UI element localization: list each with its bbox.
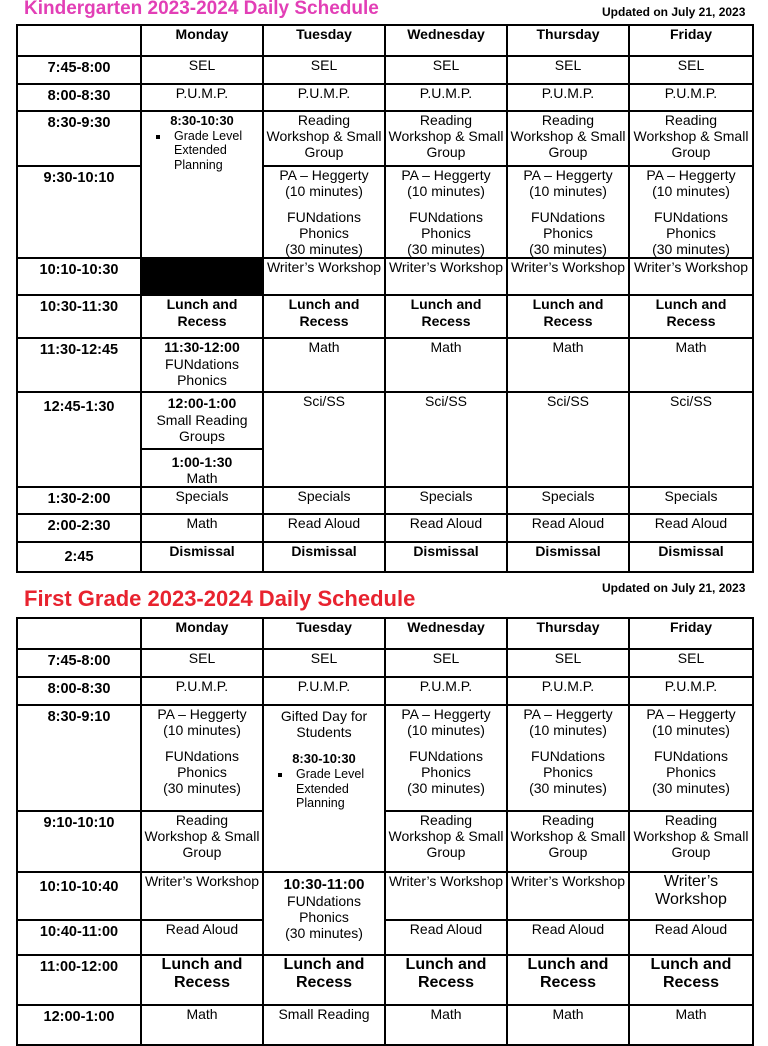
activity-cell: Read Aloud (385, 920, 507, 955)
table-row (17, 542, 753, 572)
time-cell: 8:00-8:30 (17, 84, 141, 111)
activity-cell: PA – Heggerty (10 minutes) FUNdations Phonics (30 minutes) (385, 166, 507, 258)
activity-cell: PA – Heggerty (10 minutes) FUNdations Phonics (30 minutes) (141, 705, 263, 811)
time-cell: 10:10-10:30 (17, 258, 141, 295)
activity-cell: P.U.M.P. (507, 84, 629, 111)
time-cell: 8:30-9:10 (17, 705, 141, 811)
time-cell: 12:00-1:00 (17, 1005, 141, 1045)
activity-cell: Read Aloud (629, 920, 753, 955)
time-cell: 2:45 (17, 542, 141, 572)
monday-planning-cell (141, 111, 263, 258)
activity-cell: P.U.M.P. (507, 677, 629, 705)
table-row (17, 920, 753, 955)
activity-cell: Specials (141, 487, 263, 514)
activity-cell: SEL (507, 56, 629, 84)
first-grade-title: First Grade 2023-2024 Daily Schedule (24, 586, 416, 611)
activity-cell: Specials (629, 487, 753, 514)
activity-cell: P.U.M.P. (629, 84, 753, 111)
activity-cell: P.U.M.P. (263, 84, 385, 111)
activity-cell: Read Aloud (263, 514, 385, 542)
activity-cell: P.U.M.P. (385, 677, 507, 705)
activity-cell: Sci/SS (629, 392, 753, 486)
activity-cell: Writer’s Workshop (385, 258, 507, 295)
activity-cell: Reading Workshop & Small Group (629, 811, 753, 872)
time-cell: 9:10-10:10 (17, 811, 141, 872)
time-cell: 8:30-9:30 (17, 111, 141, 166)
activity-cell: Math (507, 1005, 629, 1045)
activity-cell: Math (385, 338, 507, 392)
table-row (17, 811, 753, 872)
day-header: Tuesday (263, 618, 385, 649)
activity-cell: Sci/SS (385, 392, 507, 486)
activity-cell: Reading Workshop & Small Group (385, 111, 507, 166)
activity-cell: Read Aloud (507, 514, 629, 542)
planning-time: 8:30-10:30 (170, 113, 234, 128)
activity-cell: Read Aloud (629, 514, 753, 542)
activity-cell: Dismissal (263, 542, 385, 572)
activity-cell: PA – Heggerty (10 minutes) FUNdations Phonics (30 minutes) (629, 705, 753, 811)
activity-cell: PA – Heggerty (10 minutes) FUNdations Phonics (30 minutes) (507, 166, 629, 258)
activity-cell: Reading Workshop & Small Group (507, 111, 629, 166)
time-cell: 12:45-1:30 (17, 392, 141, 486)
table-row (17, 677, 753, 705)
activity-cell: Reading Workshop & Small Group (263, 111, 385, 166)
activity-cell: Specials (507, 487, 629, 514)
activity-cell: SEL (141, 649, 263, 677)
activity-cell: SEL (629, 56, 753, 84)
table-row (17, 56, 753, 84)
activity-cell: Math (141, 1005, 263, 1045)
activity-cell: P.U.M.P. (263, 677, 385, 705)
activity-cell: 12:00-1:00 Small Reading Groups 1:00-1:30 Math (141, 392, 263, 486)
kindergarten-title: Kindergarten 2023-2024 Daily Schedule (24, 0, 379, 19)
activity-cell: Lunch and Recess (385, 955, 507, 1005)
activity-cell: PA – Heggerty (10 minutes) FUNdations Phonics (30 minutes) (629, 166, 753, 258)
activity-cell: P.U.M.P. (385, 84, 507, 111)
table-row (17, 25, 753, 56)
activity-cell: SEL (141, 56, 263, 84)
time-cell: 10:10-10:40 (17, 872, 141, 920)
time-cell: 10:30-11:30 (17, 295, 141, 338)
activity-cell: Writer’s Workshop (629, 258, 753, 295)
activity-cell: Writer’s Workshop (507, 258, 629, 295)
activity-cell: Lunch and Recess (507, 955, 629, 1005)
activity-cell: Lunch and Recess (141, 955, 263, 1005)
activity-cell: Writer’s Workshop (385, 872, 507, 920)
kindergarten-schedule-table (16, 24, 754, 573)
activity-cell: Writer’s Workshop (141, 872, 263, 920)
activity-cell: Dismissal (385, 542, 507, 572)
corner-cell (17, 618, 141, 649)
activity-cell: P.U.M.P. (141, 677, 263, 705)
activity-cell: Lunch and Recess (385, 295, 507, 338)
time-cell: 9:30-10:10 (17, 166, 141, 258)
corner-cell (17, 25, 141, 56)
activity-cell: SEL (507, 649, 629, 677)
activity-cell: Math (629, 1005, 753, 1045)
tuesday-gifted-cell (263, 705, 385, 872)
time-cell: 11:00-12:00 (17, 955, 141, 1005)
activity-cell: Lunch and Recess (141, 295, 263, 338)
day-header: Wednesday (385, 25, 507, 56)
table-row (17, 618, 753, 649)
day-header: Wednesday (385, 618, 507, 649)
activity-cell: Writer’s Workshop (263, 258, 385, 295)
table-row (17, 111, 753, 166)
first-grade-updated: Updated on July 21, 2023 (602, 581, 746, 595)
day-header: Monday (141, 618, 263, 649)
time-cell: 2:00-2:30 (17, 514, 141, 542)
time-cell: 1:30-2:00 (17, 487, 141, 514)
blocked-cell (141, 258, 263, 295)
activity-cell: Math (263, 338, 385, 392)
table-row (17, 84, 753, 111)
first-grade-schedule-table (16, 617, 754, 1046)
tuesday-fundations-cell: 10:30-11:00 FUNdations Phonics (30 minutes) (263, 872, 385, 955)
table-row (17, 1005, 753, 1045)
activity-cell: Read Aloud (141, 920, 263, 955)
table-row (17, 514, 753, 542)
activity-cell: 11:30-12:00 FUNdations Phonics (141, 338, 263, 392)
day-header: Monday (141, 25, 263, 56)
activity-cell: Dismissal (507, 542, 629, 572)
table-row (17, 955, 753, 1005)
table-row (17, 392, 753, 486)
activity-cell: Math (507, 338, 629, 392)
day-header: Thursday (507, 25, 629, 56)
activity-cell: Reading Workshop & Small Group (629, 111, 753, 166)
activity-cell: Sci/SS (263, 392, 385, 486)
activity-cell: Math (385, 1005, 507, 1045)
activity-cell: Reading Workshop & Small Group (385, 811, 507, 872)
day-header: Friday (629, 618, 753, 649)
day-header: Thursday (507, 618, 629, 649)
activity-cell: PA – Heggerty (10 minutes) FUNdations Phonics (30 minutes) (263, 166, 385, 258)
table-row (17, 487, 753, 514)
activity-cell: Specials (263, 487, 385, 514)
activity-cell: PA – Heggerty (10 minutes) FUNdations Phonics (30 minutes) (385, 705, 507, 811)
time-cell: 7:45-8:00 (17, 56, 141, 84)
activity-cell: Read Aloud (385, 514, 507, 542)
table-row (17, 295, 753, 338)
activity-cell: SEL (629, 649, 753, 677)
activity-cell: Lunch and Recess (507, 295, 629, 338)
time-cell: 11:30-12:45 (17, 338, 141, 392)
activity-cell: PA – Heggerty (10 minutes) FUNdations Phonics (30 minutes) (507, 705, 629, 811)
activity-cell: Writer’s Workshop (507, 872, 629, 920)
activity-cell: Lunch and Recess (263, 295, 385, 338)
activity-cell: Reading Workshop & Small Group (507, 811, 629, 872)
day-header: Tuesday (263, 25, 385, 56)
day-header: Friday (629, 25, 753, 56)
activity-cell: P.U.M.P. (141, 84, 263, 111)
kindergarten-updated: Updated on July 21, 2023 (602, 5, 746, 19)
activity-cell: Lunch and Recess (629, 955, 753, 1005)
activity-cell: P.U.M.P. (629, 677, 753, 705)
activity-cell: Specials (385, 487, 507, 514)
activity-cell: Read Aloud (507, 920, 629, 955)
table-row (17, 649, 753, 677)
activity-cell: SEL (385, 56, 507, 84)
table-row (17, 872, 753, 920)
activity-cell: Reading Workshop & Small Group (141, 811, 263, 872)
time-cell: 7:45-8:00 (17, 649, 141, 677)
planning-note: ▪ Grade Level Extended Planning (274, 767, 382, 810)
time-cell: 10:40-11:00 (17, 920, 141, 955)
activity-cell: Small Reading (263, 1005, 385, 1045)
table-row (17, 166, 753, 258)
activity-cell: Math (629, 338, 753, 392)
table-row (17, 705, 753, 811)
planning-time: 8:30-10:30 (292, 751, 356, 767)
time-cell: 8:00-8:30 (17, 677, 141, 705)
activity-cell: Math (141, 514, 263, 542)
planning-note: ▪ Grade Level Extended Planning (152, 129, 260, 172)
activity-cell: Dismissal (141, 542, 263, 572)
table-row (17, 338, 753, 392)
activity-cell: Sci/SS (507, 392, 629, 486)
table-row (17, 258, 753, 295)
activity-cell: SEL (263, 649, 385, 677)
activity-cell: SEL (263, 56, 385, 84)
activity-cell: Lunch and Recess (629, 295, 753, 338)
activity-cell: Dismissal (629, 542, 753, 572)
activity-cell: Writer’s Workshop (629, 872, 753, 920)
gifted-label: Gifted Day for Students (280, 708, 368, 741)
activity-cell: SEL (385, 649, 507, 677)
activity-cell: Lunch and Recess (263, 955, 385, 1005)
